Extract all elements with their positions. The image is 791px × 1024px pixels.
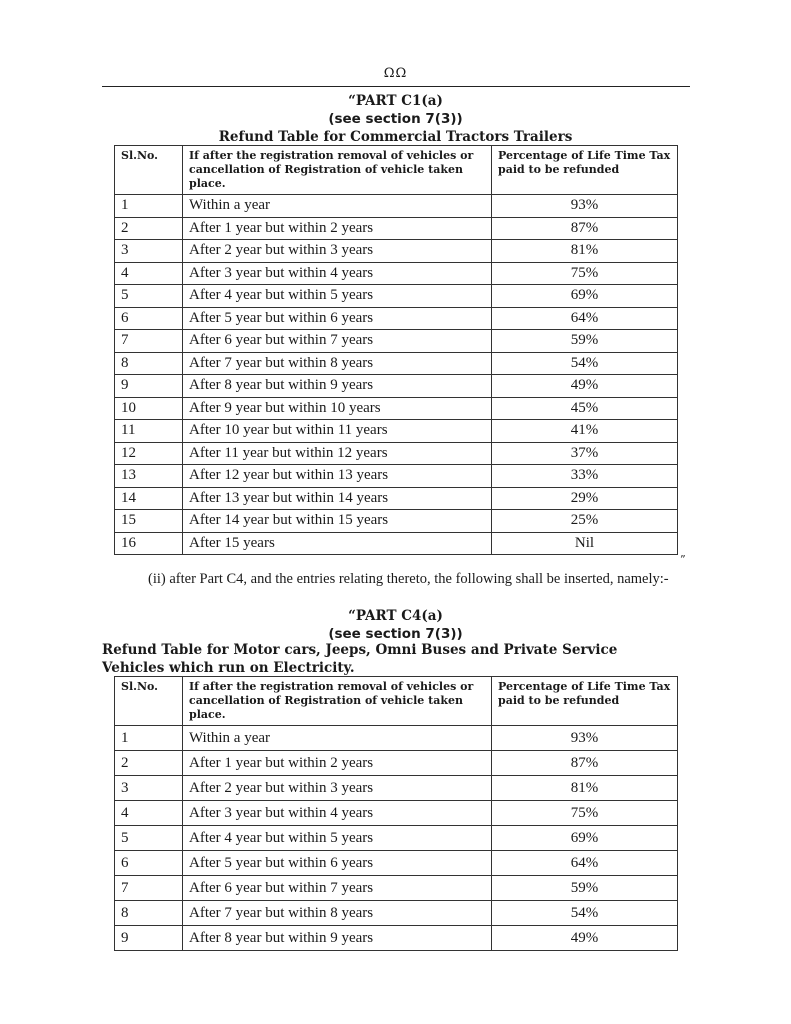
serial-number-cell: 1 xyxy=(115,726,183,751)
serial-number-cell: 11 xyxy=(115,420,183,443)
percentage-cell: 33% xyxy=(492,465,678,488)
serial-number-cell: 16 xyxy=(115,532,183,555)
table-row xyxy=(115,285,678,308)
paragraph-text: (ii) after Part C4, and the entries relating thereto, the following shall be inserted, namely:- xyxy=(148,571,669,587)
serial-number-cell: 9 xyxy=(115,926,183,951)
table-row xyxy=(115,240,678,263)
table-row xyxy=(115,352,678,375)
serial-number-cell: 3 xyxy=(115,240,183,263)
serial-number-cell: 7 xyxy=(115,330,183,353)
table-title: Refund Table for Commercial Tractors Trailers xyxy=(218,129,573,145)
serial-number-cell: 6 xyxy=(115,851,183,876)
period-cell: After 5 year but within 6 years xyxy=(183,307,492,330)
percentage-cell: 59% xyxy=(492,876,678,901)
refund-table-electric-vehicles xyxy=(114,676,678,951)
table-row xyxy=(115,397,678,420)
table-body xyxy=(115,195,678,555)
section-reference: (see section 7(3)) xyxy=(328,626,463,642)
table-title-line-1: Refund Table for Motor cars, Jeeps, Omni Buses and Private Service xyxy=(102,642,618,658)
serial-number-cell: 4 xyxy=(115,801,183,826)
serial-number-cell: 7 xyxy=(115,876,183,901)
column-header-period: If after the registration removal of vehicles or cancellation of Registration of vehicle taken place. xyxy=(183,146,492,195)
table-row xyxy=(115,195,678,218)
serial-number-cell: 4 xyxy=(115,262,183,285)
period-cell: After 8 year but within 9 years xyxy=(183,375,492,398)
percentage-cell: 87% xyxy=(492,217,678,240)
percentage-cell: 75% xyxy=(492,801,678,826)
table-row xyxy=(115,510,678,533)
percentage-cell: 45% xyxy=(492,397,678,420)
period-cell: After 13 year but within 14 years xyxy=(183,487,492,510)
percentage-cell: 81% xyxy=(492,240,678,263)
table-row xyxy=(115,217,678,240)
period-cell: After 9 year but within 10 years xyxy=(183,397,492,420)
table-row xyxy=(115,487,678,510)
percentage-cell: Nil xyxy=(492,532,678,555)
column-header-slno: Sl.No. xyxy=(115,146,183,195)
period-cell: After 15 years xyxy=(183,532,492,555)
period-cell: After 7 year but within 8 years xyxy=(183,352,492,375)
table-row xyxy=(115,751,678,776)
percentage-cell: 49% xyxy=(492,926,678,951)
table-row xyxy=(115,826,678,851)
page-number: ΩΩ xyxy=(383,66,408,81)
percentage-cell: 37% xyxy=(492,442,678,465)
serial-number-cell: 1 xyxy=(115,195,183,218)
column-header-percentage: Percentage of Life Time Tax paid to be refunded xyxy=(492,146,678,195)
percentage-cell: 93% xyxy=(492,195,678,218)
percentage-cell: 93% xyxy=(492,726,678,751)
serial-number-cell: 13 xyxy=(115,465,183,488)
period-cell: After 2 year but within 3 years xyxy=(183,776,492,801)
serial-number-cell: 14 xyxy=(115,487,183,510)
percentage-cell: 49% xyxy=(492,375,678,398)
table-row xyxy=(115,307,678,330)
table-row xyxy=(115,262,678,285)
period-cell: After 2 year but within 3 years xyxy=(183,240,492,263)
period-cell: After 4 year but within 5 years xyxy=(183,826,492,851)
percentage-cell: 59% xyxy=(492,330,678,353)
part-c1a-heading xyxy=(0,92,791,146)
period-cell: After 6 year but within 7 years xyxy=(183,876,492,901)
period-cell: After 11 year but within 12 years xyxy=(183,442,492,465)
header-rule xyxy=(102,86,690,87)
percentage-cell: 64% xyxy=(492,851,678,876)
serial-number-cell: 12 xyxy=(115,442,183,465)
period-cell: After 12 year but within 13 years xyxy=(183,465,492,488)
table-row xyxy=(115,726,678,751)
period-cell: After 4 year but within 5 years xyxy=(183,285,492,308)
percentage-cell: 75% xyxy=(492,262,678,285)
part-c4a-heading xyxy=(0,607,791,643)
serial-number-cell: 8 xyxy=(115,901,183,926)
closing-quote: ” xyxy=(680,553,686,566)
serial-number-cell: 3 xyxy=(115,776,183,801)
table-row xyxy=(115,926,678,951)
table-header-row xyxy=(115,146,678,195)
period-cell: After 5 year but within 6 years xyxy=(183,851,492,876)
percentage-cell: 41% xyxy=(492,420,678,443)
serial-number-cell: 5 xyxy=(115,285,183,308)
period-cell: After 14 year but within 15 years xyxy=(183,510,492,533)
period-cell: After 3 year but within 4 years xyxy=(183,801,492,826)
table-row xyxy=(115,851,678,876)
amendment-paragraph xyxy=(118,570,690,589)
table-row xyxy=(115,375,678,398)
column-header-percentage: Percentage of Life Time Tax paid to be refunded xyxy=(492,677,678,726)
serial-number-cell: 8 xyxy=(115,352,183,375)
period-cell: After 3 year but within 4 years xyxy=(183,262,492,285)
serial-number-cell: 15 xyxy=(115,510,183,533)
period-cell: After 6 year but within 7 years xyxy=(183,330,492,353)
serial-number-cell: 5 xyxy=(115,826,183,851)
serial-number-cell: 9 xyxy=(115,375,183,398)
part-title: “PART C1(a) xyxy=(348,93,443,109)
percentage-cell: 29% xyxy=(492,487,678,510)
period-cell: After 10 year but within 11 years xyxy=(183,420,492,443)
serial-number-cell: 2 xyxy=(115,751,183,776)
percentage-cell: 87% xyxy=(492,751,678,776)
percentage-cell: 64% xyxy=(492,307,678,330)
percentage-cell: 54% xyxy=(492,901,678,926)
table-row xyxy=(115,801,678,826)
table-header-row xyxy=(115,677,678,726)
period-cell: After 1 year but within 2 years xyxy=(183,217,492,240)
table-title xyxy=(102,641,702,677)
percentage-cell: 54% xyxy=(492,352,678,375)
refund-table-commercial-tractors xyxy=(114,145,678,555)
percentage-cell: 25% xyxy=(492,510,678,533)
serial-number-cell: 2 xyxy=(115,217,183,240)
column-header-period: If after the registration removal of vehicles or cancellation of Registration of vehicle taken place. xyxy=(183,677,492,726)
table-row xyxy=(115,901,678,926)
percentage-cell: 69% xyxy=(492,285,678,308)
column-header-slno: Sl.No. xyxy=(115,677,183,726)
percentage-cell: 81% xyxy=(492,776,678,801)
period-cell: Within a year xyxy=(183,726,492,751)
part-title: “PART C4(a) xyxy=(348,608,443,624)
section-reference: (see section 7(3)) xyxy=(328,111,463,127)
table-row xyxy=(115,330,678,353)
period-cell: After 1 year but within 2 years xyxy=(183,751,492,776)
period-cell: After 7 year but within 8 years xyxy=(183,901,492,926)
table-row xyxy=(115,776,678,801)
period-cell: After 8 year but within 9 years xyxy=(183,926,492,951)
table-title-line-2: Vehicles which run on Electricity. xyxy=(102,660,355,676)
table-row xyxy=(115,420,678,443)
table-row xyxy=(115,532,678,555)
percentage-cell: 69% xyxy=(492,826,678,851)
table-row xyxy=(115,876,678,901)
table-row xyxy=(115,465,678,488)
serial-number-cell: 6 xyxy=(115,307,183,330)
table-row xyxy=(115,442,678,465)
serial-number-cell: 10 xyxy=(115,397,183,420)
table-body xyxy=(115,726,678,951)
period-cell: Within a year xyxy=(183,195,492,218)
